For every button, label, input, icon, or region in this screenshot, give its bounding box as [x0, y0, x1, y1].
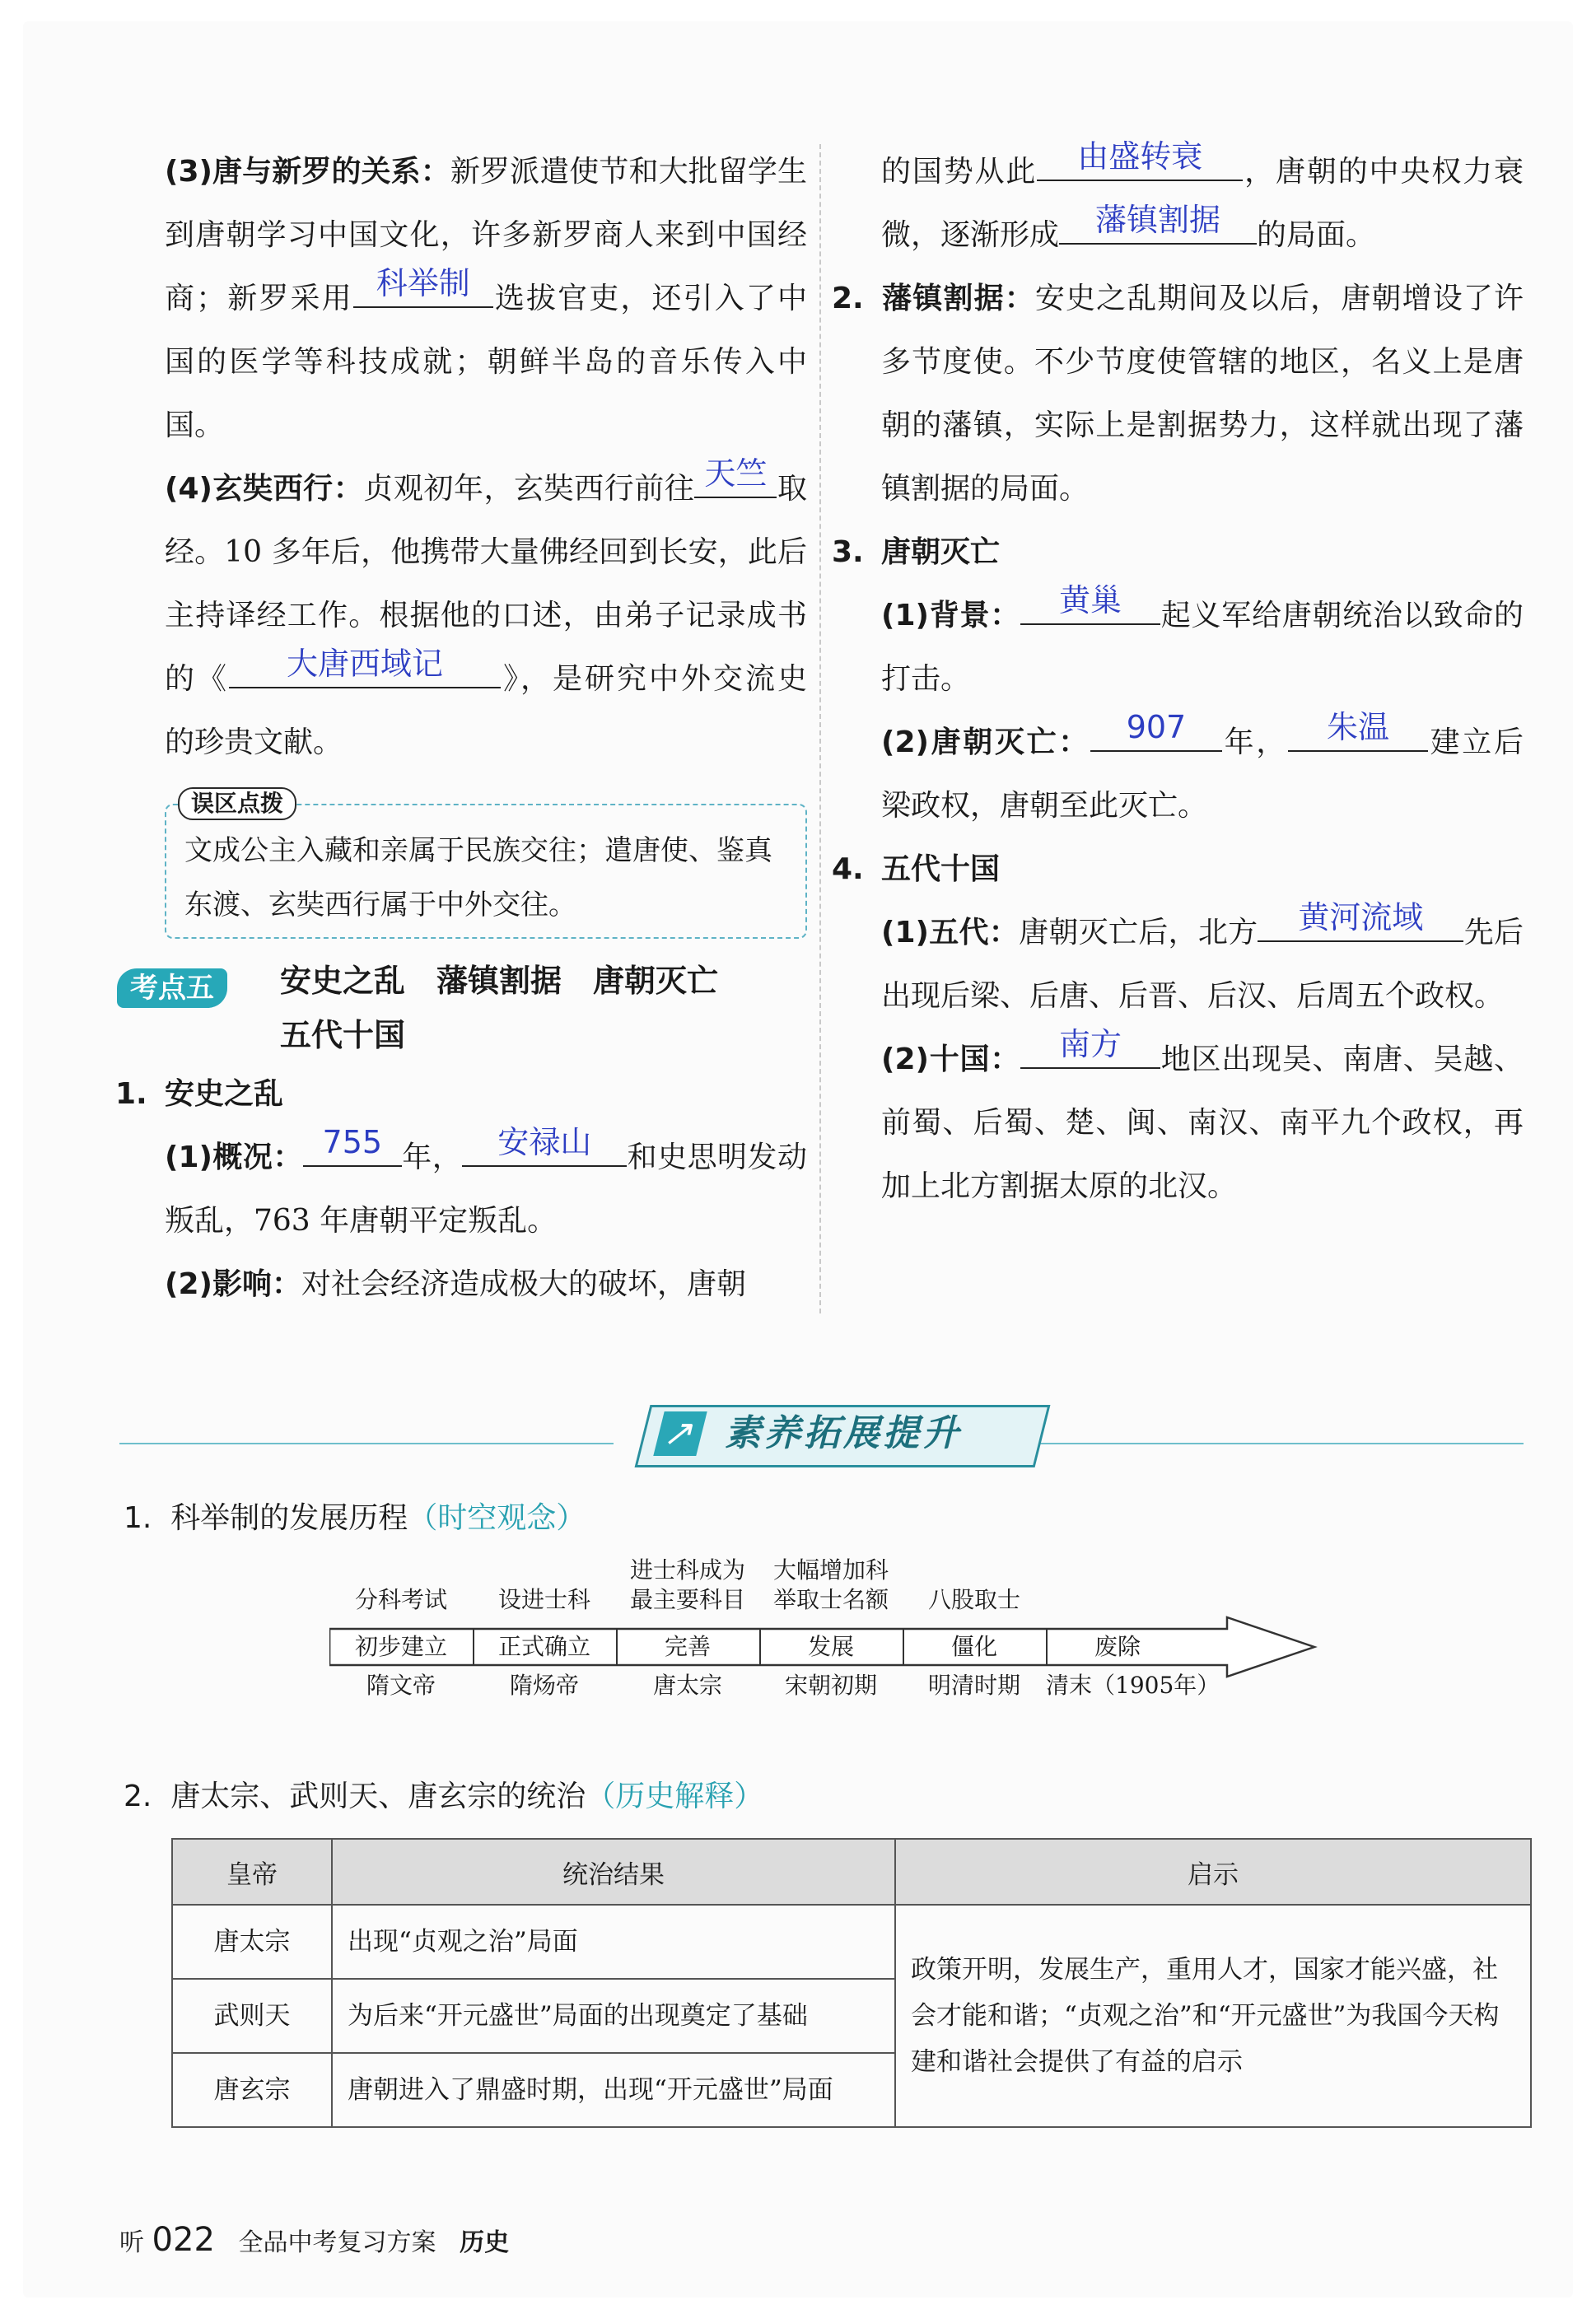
table-row [172, 1905, 1531, 1979]
paragraph-text: 对社会经济造成极大的破坏，唐朝 [301, 1267, 746, 1301]
answer-blank[interactable] [1059, 202, 1257, 245]
answer-text: 安禄山 [497, 1124, 592, 1160]
result-cell: 出现“贞观之治”局面 [332, 1905, 895, 1979]
answer-blank[interactable] [353, 265, 493, 308]
result-cell: 为后来“开元盛世”局面的出现奠定了基础 [332, 1979, 895, 2053]
paragraph-overview [165, 1126, 807, 1253]
answer-blank[interactable] [303, 1124, 402, 1167]
lesson-cell: 政策开明，发展生产，重用人才，国家才能兴盛，社会才能和谐；“贞观之治”和“开元盛世”为我国今天构建和谐社会提供了有益的启示 [895, 1905, 1531, 2127]
key-point-title: 安史之乱 藩镇割据 唐朝灭亡 [280, 963, 719, 999]
paragraph-text: 的局面。 [1257, 218, 1376, 252]
answer-blank[interactable] [462, 1124, 627, 1167]
paragraph-ten-kingdoms [881, 1028, 1524, 1218]
column-header-emperor: 皇帝 [172, 1839, 332, 1905]
section-heading [832, 837, 1524, 901]
section-number: 2. [832, 282, 864, 315]
answer-text: 大唐西域记 [286, 646, 443, 682]
timeline-bottom-label: 唐太宗 [652, 1672, 722, 1699]
section-number: 3. [832, 535, 864, 569]
timeline-top-label: 最主要科目 [629, 1586, 745, 1613]
paragraph-background [881, 584, 1524, 711]
answer-blank[interactable] [1020, 1026, 1160, 1069]
timeline-bottom-label: 清末（1905年） [1046, 1672, 1220, 1699]
answer-blank[interactable] [1258, 899, 1463, 942]
paragraph-tang-fall [881, 711, 1524, 837]
paragraph-text: 取经。10 多年后，他携带大量佛经回到长安，此后主持译经工作。根据他的口述，由弟子记录成书的《 [165, 472, 807, 696]
answer-text: 藩镇割据 [1095, 202, 1221, 238]
timeline-stage: 初步建立 [354, 1633, 447, 1660]
paragraph-label: (2)十国： [881, 1043, 1020, 1076]
result-cell: 唐朝进入了鼎盛时期，出现“开元盛世”局面 [332, 2053, 895, 2127]
paragraph-label: (1)背景： [881, 599, 1020, 632]
answer-blank[interactable] [1020, 582, 1160, 625]
answer-blank[interactable] [1090, 709, 1222, 752]
timeline-top-label: 大幅增加科 [772, 1556, 889, 1584]
paragraph-text: 年， [1221, 725, 1288, 759]
book-title: 全品中考复习方案 [238, 2228, 436, 2257]
banner-rule-left [119, 1443, 614, 1444]
section-tag: （时空观念） [408, 1501, 586, 1535]
emperor-cell: 唐玄宗 [172, 2053, 332, 2127]
answer-blank[interactable] [1037, 138, 1243, 181]
paragraph-label: (2)影响： [165, 1267, 301, 1301]
key-point-badge: 考点五 [117, 968, 227, 1008]
paragraph-text: 的国势从此 [881, 155, 1038, 189]
mistake-note-box [165, 790, 807, 939]
section-number: 4. [832, 852, 864, 886]
table-header-row [172, 1839, 1531, 1905]
paragraph-five-dynasties [881, 901, 1524, 1028]
banner-title: 素养拓展提升 [725, 1412, 962, 1454]
paragraph-text: 年， [401, 1141, 463, 1174]
paragraph-text: 贞观初年，玄奘西行前往 [363, 472, 695, 506]
timeline-stage: 完善 [664, 1633, 711, 1660]
paragraph-continued [881, 140, 1524, 267]
section-number: 2. [124, 1780, 152, 1813]
column-divider [819, 144, 821, 1313]
right-column [832, 138, 1524, 1218]
section-number: 1. [115, 1077, 147, 1111]
section-title: 五代十国 [881, 852, 1001, 886]
timeline-bottom-label: 隋文帝 [366, 1672, 436, 1699]
answer-text: 天竺 [704, 455, 768, 492]
subject-label: 历史 [460, 2228, 510, 2257]
answer-text: 755 [322, 1124, 383, 1160]
column-header-lesson: 启示 [895, 1839, 1531, 1905]
paragraph-text: 新罗派遣使节和大批留学生到唐朝学习中国文化，许多新罗商人来到中国经商；新罗采用 [165, 155, 807, 315]
answer-text: 科举制 [376, 265, 470, 301]
mistake-note-tag: 误区点拨 [178, 787, 296, 820]
timeline-stage: 废除 [1094, 1633, 1141, 1660]
emperor-cell: 武则天 [172, 1979, 332, 2053]
answer-text: 907 [1126, 709, 1187, 745]
timeline-bottom-label: 宋朝初期 [784, 1672, 877, 1699]
section-tag: （历史解释） [586, 1780, 764, 1813]
answer-text: 黄巢 [1058, 582, 1122, 618]
page-footer [119, 2223, 509, 2260]
paragraph-impact [165, 1253, 807, 1316]
section-2-heading [124, 1774, 763, 1820]
section-banner [642, 1405, 1046, 1471]
answer-blank[interactable] [1288, 709, 1428, 752]
answer-blank[interactable] [694, 455, 777, 498]
section-title: 安史之乱 [165, 1077, 284, 1111]
paragraph-text: 和史思明发动叛乱，763 年唐朝平定叛乱。 [165, 1141, 807, 1238]
section-title: 唐朝灭亡 [881, 535, 1001, 569]
timeline-top-label: 设进士科 [497, 1586, 590, 1613]
paragraph-text: 起义军给唐朝统治以致命的打击。 [881, 599, 1524, 696]
arrow-up-right-icon: ↗ [653, 1411, 707, 1456]
paragraph-label: (1)概况： [165, 1141, 303, 1174]
paragraph-fanzhen [832, 267, 1524, 520]
paragraph-label: (4)玄奘西行： [165, 472, 364, 506]
page-number: 022 [152, 2221, 215, 2259]
banner-rule-right [1029, 1443, 1524, 1444]
section-heading [115, 1062, 807, 1126]
timeline-stage: 正式确立 [497, 1633, 590, 1660]
mistake-note-text: 文成公主入藏和亲属于民族交往；遣唐使、鉴真东渡、玄奘西行属于中外交往。 [184, 834, 772, 921]
paragraph-text: ，唐朝的中央权力衰微，逐渐形成 [881, 155, 1524, 252]
paragraph-label: (1)五代： [881, 916, 1020, 949]
column-header-result: 统治结果 [332, 1839, 895, 1905]
paragraph-text: 建立后梁政权，唐朝至此灭亡。 [881, 725, 1524, 823]
timeline-top-label: 八股取士 [927, 1586, 1020, 1613]
section-title: 唐太宗、武则天、唐玄宗的统治 [170, 1780, 586, 1813]
answer-text: 南方 [1058, 1026, 1122, 1062]
answer-text: 黄河流域 [1298, 899, 1424, 935]
paragraph-silla [165, 140, 807, 457]
paragraph-xuanzang [165, 457, 807, 774]
answer-text: 朱温 [1326, 709, 1389, 745]
keju-timeline [329, 1556, 1334, 1721]
section-title: 藩镇割据： [881, 282, 1035, 315]
paragraph-text: 选拔官吏，还引入了中国的医学等科技成就；朝鲜半岛的音乐传入中国。 [165, 282, 807, 442]
timeline-stage: 僵化 [950, 1633, 997, 1660]
timeline-stage: 发展 [807, 1633, 854, 1660]
emperors-table [171, 1838, 1532, 2128]
section-1-heading [124, 1495, 586, 1542]
paragraph-text: 》，是研究中外交流史的珍贵文献。 [165, 662, 807, 759]
section-number: 1. [124, 1501, 152, 1535]
timeline-bottom-label: 隋炀帝 [509, 1672, 579, 1699]
paragraph-label: (2)唐朝灭亡： [881, 725, 1090, 759]
footer-prefix: 听 [119, 2228, 144, 2257]
timeline-bottom-label: 明清时期 [927, 1672, 1020, 1699]
left-column [115, 140, 807, 1316]
paragraph-text: 地区出现吴、南唐、吴越、前蜀、后蜀、楚、闽、南汉、南平九个政权，再加上北方割据太原的北汉。 [881, 1043, 1524, 1203]
section-heading [832, 520, 1524, 584]
timeline-top-label: 分科考试 [354, 1586, 447, 1613]
paragraph-text: 先后出现后梁、后唐、后晋、后汉、后周五个政权。 [881, 916, 1524, 1013]
emperor-cell: 唐太宗 [172, 1905, 332, 1979]
timeline-top-label: 进士科成为 [629, 1556, 745, 1584]
key-point-title-line2: 五代十国 [280, 1017, 406, 1053]
paragraph-text: 安史之乱期间及以后，唐朝增设了许多节度使。不少节度使管辖的地区，名义上是唐朝的藩镇，实际上是割据势力，这样就出现了藩镇割据的局面。 [881, 282, 1524, 506]
answer-blank[interactable] [229, 646, 501, 688]
timeline-top-label: 举取士名额 [772, 1586, 889, 1613]
key-point-header [130, 954, 807, 1062]
section-title: 科举制的发展历程 [170, 1501, 408, 1535]
paragraph-text: 唐朝灭亡后，北方 [1019, 916, 1258, 949]
paragraph-label: (3)唐与新罗的关系： [165, 155, 450, 189]
answer-text: 由盛转衰 [1077, 138, 1203, 175]
